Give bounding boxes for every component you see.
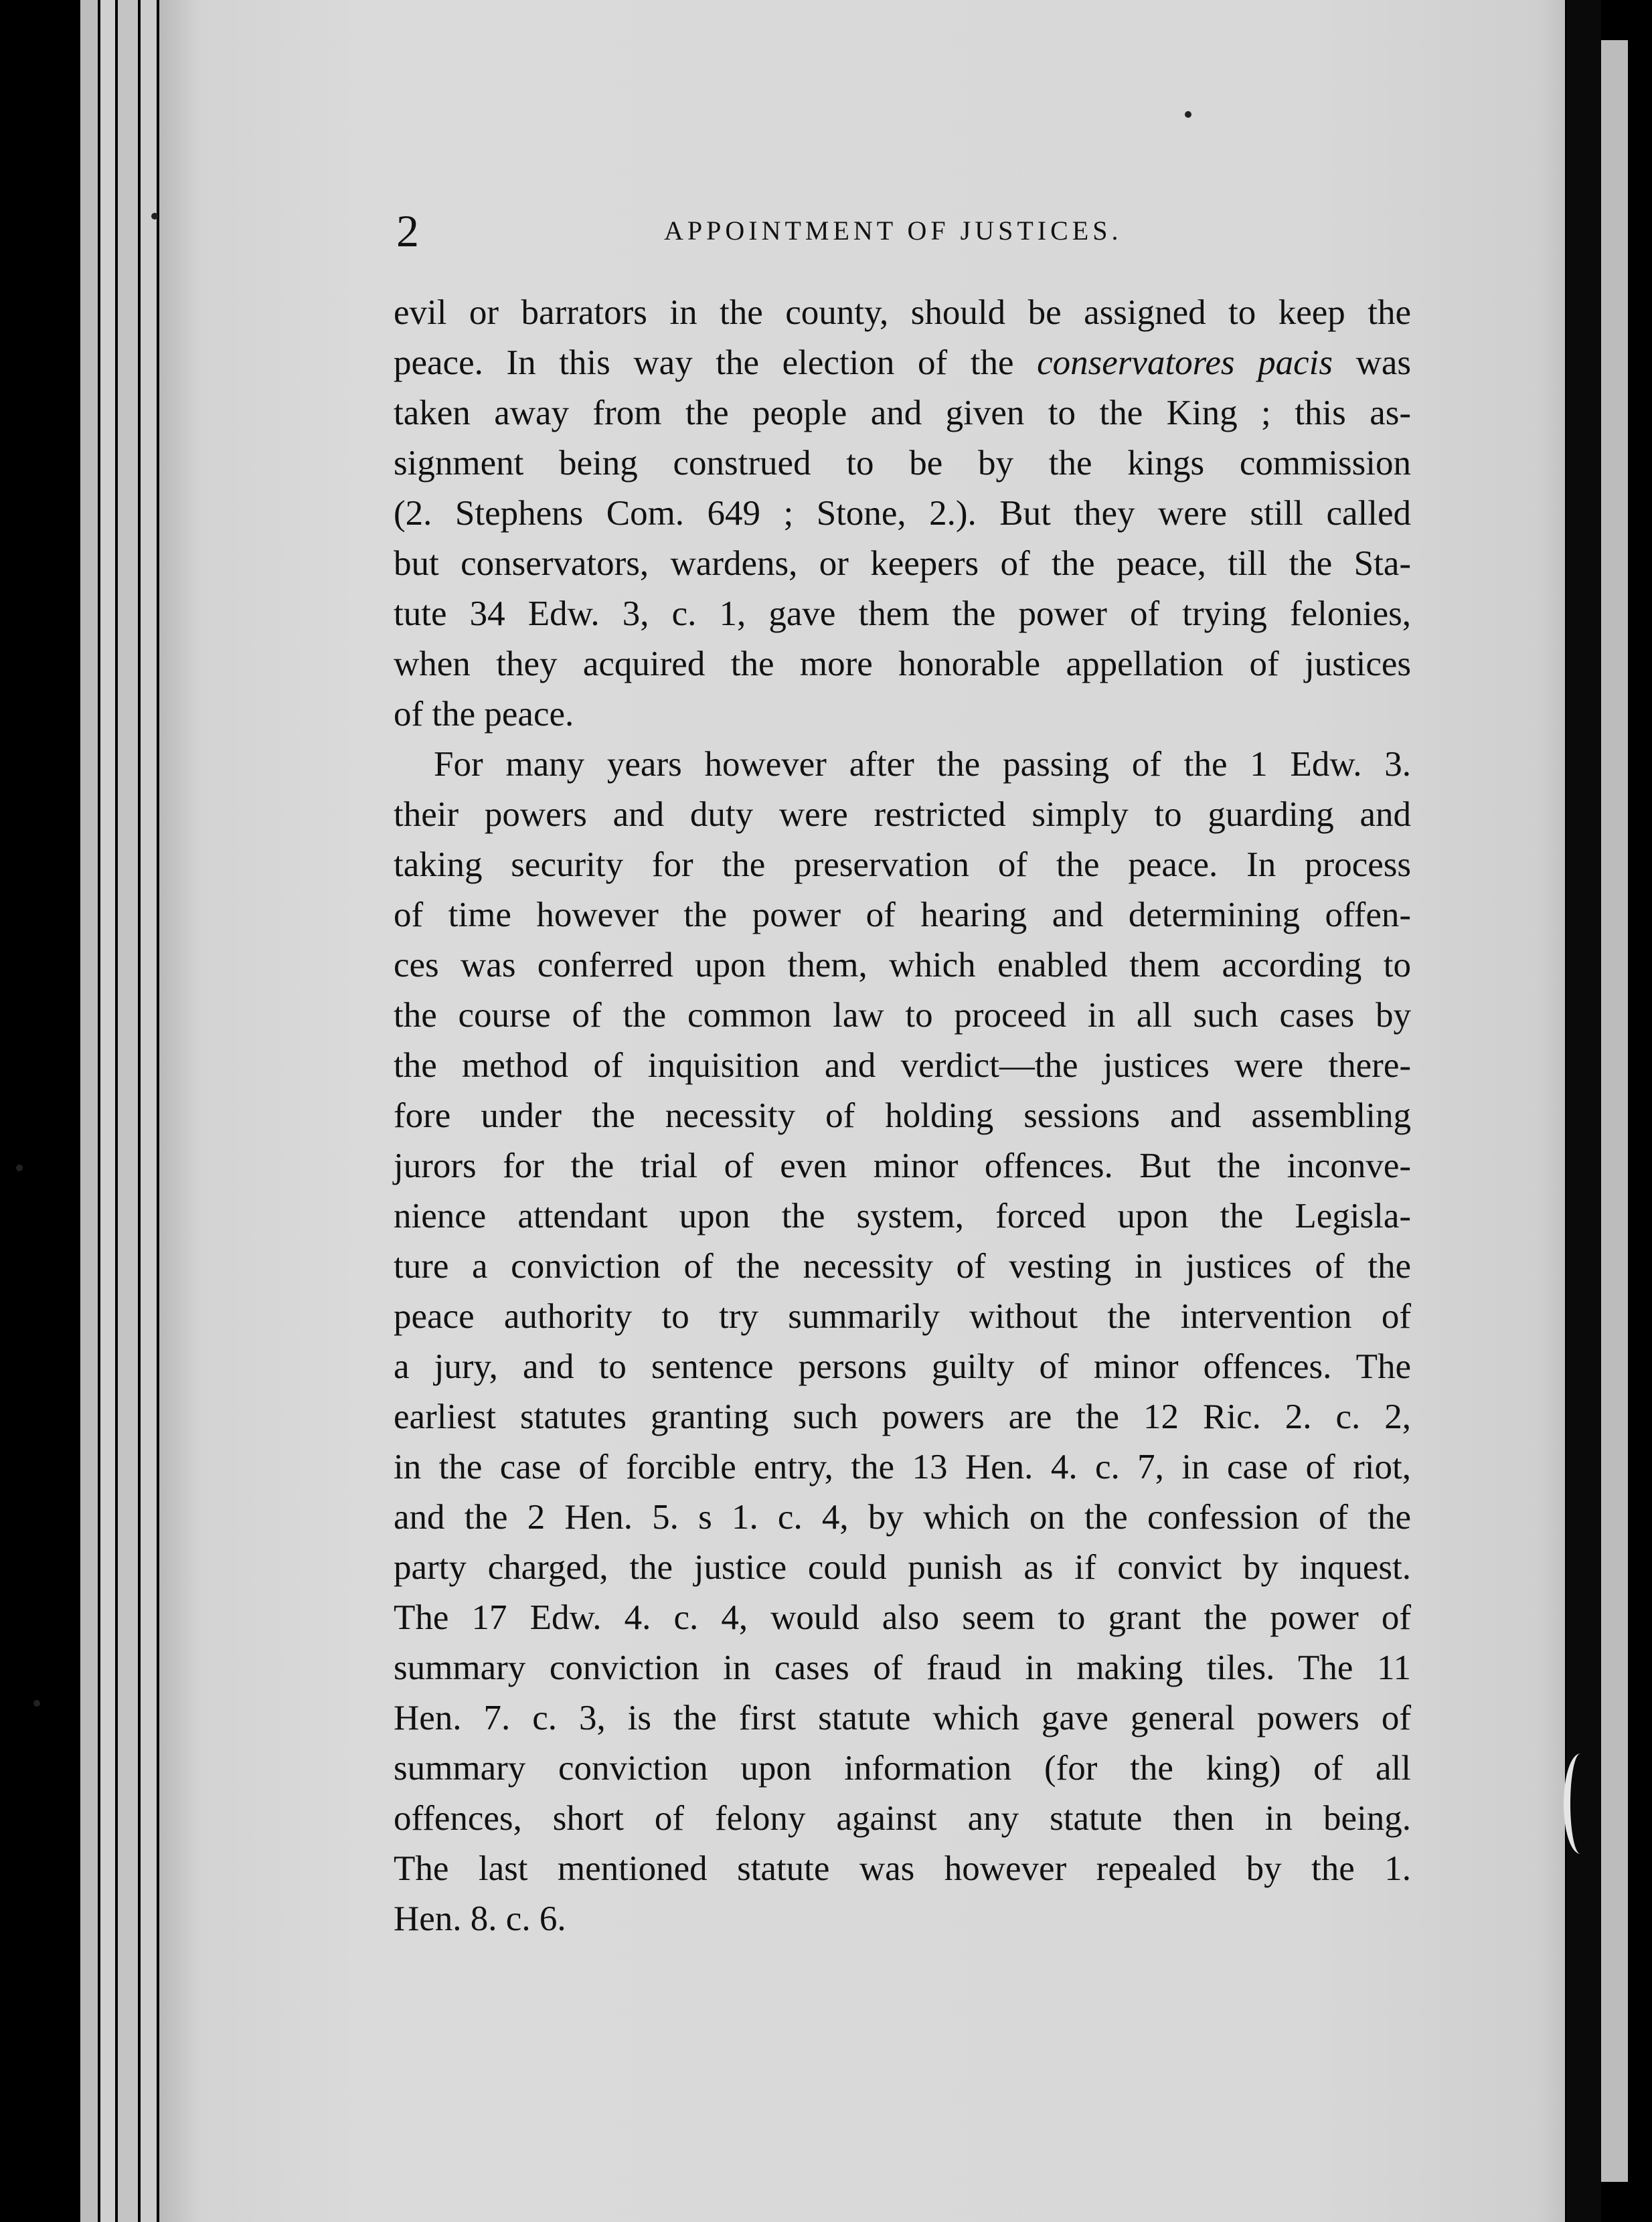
speck	[1185, 111, 1191, 118]
text-line: taking security for the preservation of the peace. In process	[394, 845, 1411, 884]
page-edge	[80, 0, 98, 2222]
text-line: their powers and duty were restricted simply to guarding and	[394, 795, 1411, 834]
speck	[16, 1165, 23, 1171]
text-line: of the peace.	[394, 695, 574, 734]
page-edge	[141, 0, 157, 2222]
text-line: a jury, and to sentence persons guilty of minor offences. The	[394, 1347, 1411, 1386]
text-line: offences, short of felony against any statute then in being.	[394, 1799, 1411, 1838]
binding-mark	[1564, 1754, 1597, 1854]
text-line: For many years however after the passing of the 1 Edw. 3.	[434, 745, 1411, 784]
text-line: nience attendant upon the system, forced upon the Legisla-	[394, 1197, 1411, 1235]
speck	[33, 1700, 40, 1707]
body-text	[394, 288, 1411, 1944]
text-line: in the case of forcible entry, the 13 Hen. 4. c. 7, in case of riot,	[394, 1448, 1411, 1486]
page-number: 2	[396, 205, 419, 256]
text-line: jurors for the trial of even minor offences. But the inconve-	[394, 1146, 1411, 1185]
page-edge	[118, 0, 138, 2222]
text-line: party charged, the justice could punish as if convict by inquest.	[394, 1548, 1411, 1587]
text-line: and the 2 Hen. 5. s 1. c. 4, by which on the confession of the	[394, 1498, 1411, 1537]
facing-page-edge	[1601, 40, 1628, 2182]
text-line: evil or barrators in the county, should be assigned to keep the	[394, 293, 1411, 332]
paragraph-1	[394, 288, 1411, 740]
text-line: but conservators, wardens, or keepers of the peace, till the Sta-	[394, 544, 1411, 583]
text-line: tute 34 Edw. 3, c. 1, gave them the power of trying felonies,	[394, 594, 1411, 633]
text-line: earliest statutes granting such powers are the 12 Ric. 2. c. 2,	[394, 1397, 1411, 1436]
italic-phrase: conservatores pacis	[1037, 343, 1333, 382]
text-line: when they acquired the more honorable appellation of justices	[394, 645, 1411, 683]
text-line: peace. In this way the election of the conservatores pacis was	[394, 343, 1412, 382]
text-line: ture a conviction of the necessity of vesting in justices of the	[394, 1247, 1411, 1286]
text-line: ces was conferred upon them, which enabled them according to	[394, 946, 1411, 985]
text-line: peace authority to try summarily without the intervention of	[394, 1297, 1411, 1336]
running-header	[396, 201, 1414, 261]
running-title: APPOINTMENT OF JUSTICES.	[664, 216, 1123, 246]
text-line: The last mentioned statute was however repealed by the 1.	[394, 1849, 1411, 1888]
text-line: fore under the necessity of holding sessions and assembling	[394, 1096, 1411, 1135]
gutter-shadow	[1566, 0, 1601, 2222]
text-line: Hen. 8. c. 6.	[394, 1899, 566, 1938]
paragraph-2	[394, 740, 1411, 1944]
page-edge	[100, 0, 115, 2222]
text-line: of time however the power of hearing and determining offen-	[394, 895, 1411, 934]
text-line: summary conviction in cases of fraud in making tiles. The 11	[394, 1648, 1411, 1687]
text-line: the method of inquisition and verdict—the justices were there-	[394, 1046, 1411, 1085]
text-line: Hen. 7. c. 3, is the first statute which gave general powers of	[394, 1699, 1411, 1737]
text-line: The 17 Edw. 4. c. 4, would also seem to grant the power of	[394, 1598, 1411, 1637]
text-line: the course of the common law to proceed in all such cases by	[394, 996, 1411, 1035]
text-line: summary conviction upon information (for the king) of all	[394, 1749, 1411, 1788]
text-line: signment being construed to be by the kings commission	[394, 444, 1411, 483]
text-line: taken away from the people and given to the King ; this as-	[394, 394, 1411, 432]
text-line: (2. Stephens Com. 649 ; Stone, 2.). But they were still called	[394, 494, 1411, 533]
speck	[151, 213, 158, 220]
